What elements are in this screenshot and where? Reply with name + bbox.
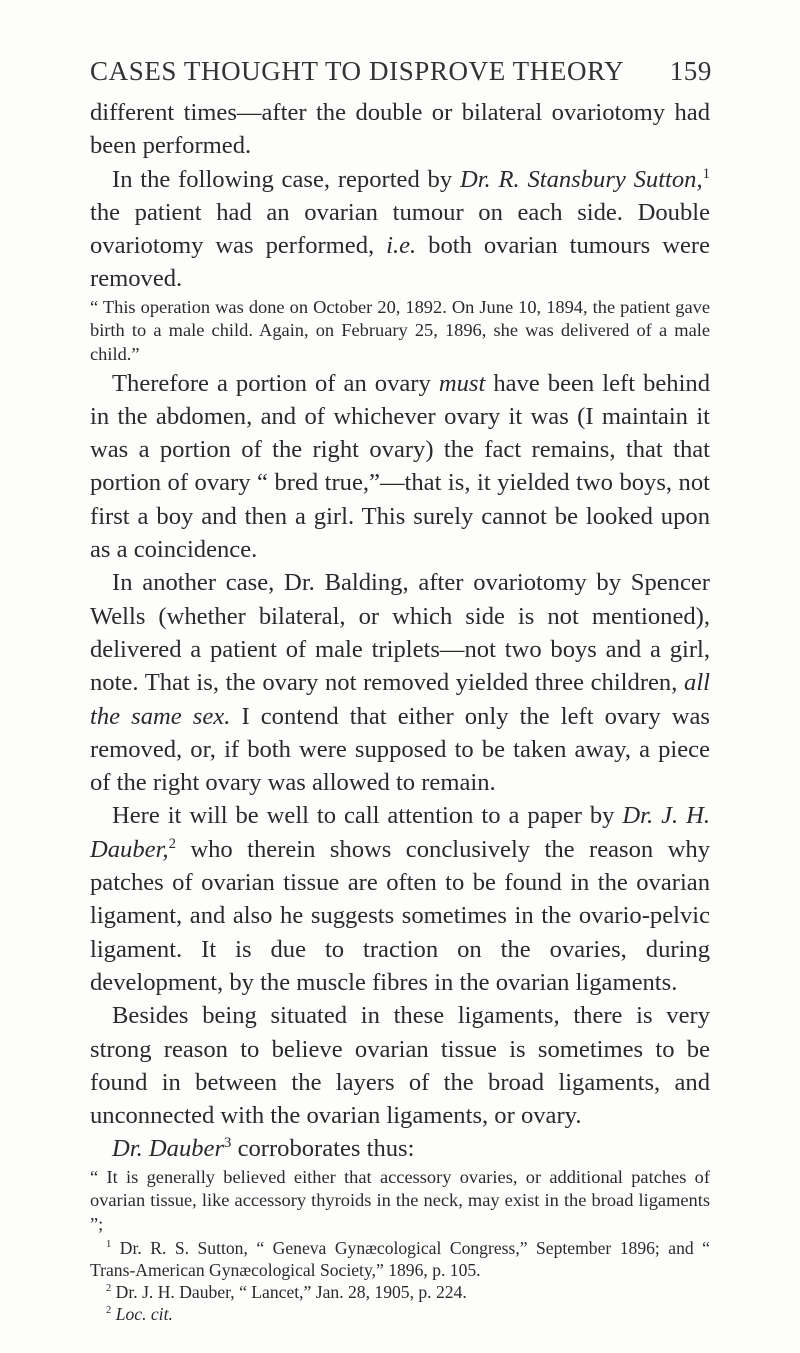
ie-abbrev: i.e. (386, 232, 417, 260)
paragraph-4 (90, 566, 710, 799)
paragraph-7 (90, 1132, 710, 1165)
paragraph-2-text-a: In the following case, reported by (112, 165, 460, 193)
paragraph-2-text-b: the patient had an ovarian tumour on each side. Double ovariotomy was performed, (90, 198, 710, 260)
footnote-2-marker: 2 (106, 1283, 112, 1295)
paragraph-7-text: corroborates thus: (231, 1135, 415, 1163)
paragraph-2-text-c: both ovarian tumours were removed. (90, 232, 710, 293)
running-head (90, 56, 712, 87)
paragraph-2 (90, 163, 710, 296)
running-head-title: CASES THOUGHT TO DISPROVE THEORY (90, 56, 625, 86)
footnote-3 (90, 1304, 710, 1326)
paragraph-5 (90, 799, 710, 999)
footnote-1-marker: 1 (106, 1239, 112, 1251)
paragraph-5-text-b: who therein shows conclusively the reason why patches of ovarian tissue are often to be found in the ovarian ligament, and also he suggests sometimes in the ovario-pelvic ligament. It is due to traction on the ovaries, during development, by the muscle fibres in the ovarian ligaments. (90, 835, 710, 996)
body-text (90, 96, 710, 1326)
paragraph-4-text-a: In another case, Dr. Balding, after ovariotomy by Spencer Wells (whether bilateral, or which side is not mentioned), delivered a patient of male triplets—not two boys and a girl, note. That is, the ovary not removed yielded three children, (90, 569, 710, 697)
footnote-1-text: Dr. R. S. Sutton, “ Geneva Gynæcological Congress,” September 1896; and “ Trans-American Gynæcological Society,” 1896, p. 105. (90, 1238, 710, 1281)
footnotes (90, 1238, 710, 1325)
footnote-ref-1: 1 (702, 165, 710, 182)
footnote-3-text: Loc. cit. (115, 1303, 173, 1324)
block-quote-2: “ It is generally believed either that accessory ovaries, or additional patches of ovarian tissue, like accessory thyroids in the neck, may exist in the broad ligaments ”; (90, 1166, 710, 1234)
emphasis-must: must (438, 369, 486, 397)
footnote-2-text: Dr. J. H. Dauber, “ Lancet,” Jan. 28, 1905, p. 224. (111, 1282, 467, 1303)
author-sutton: Dr. R. Stansbury Sutton, (459, 165, 703, 193)
footnote-ref-2: 2 (168, 835, 176, 852)
paragraph-6: Besides being situated in these ligaments, there is very strong reason to believe ovarian tissue is sometimes to be found in between the layers of the broad ligaments, and unconnected with the ovarian ligaments, or ovary. (90, 1002, 710, 1130)
emphasis-same-sex: all the same sex. (90, 669, 710, 730)
footnote-2 (90, 1282, 710, 1304)
author-dauber: Dr. J. H. Dauber, (90, 802, 710, 863)
footnote-1 (90, 1238, 710, 1282)
paragraph-3 (90, 367, 710, 567)
paragraph-5-text-a: Here it will be well to call attention to a paper by (112, 802, 623, 830)
paragraph-3-text-b: have been left behind in the abdomen, and of whichever ovary it was (I maintain it was a portion of the right ovary) the fact remains, that that portion of ovary “ bred true,”—that is, it yielded two boys, not first a boy and then a girl. This surely cannot be looked upon as a coincidence. (90, 369, 711, 564)
paragraph-4-text-b: I contend that either only the left ovary was removed, or, if both were supposed to be taken away, a piece of the right ovary was allowed to remain. (90, 702, 710, 797)
author-dauber-2: Dr. Dauber (112, 1135, 225, 1163)
paragraph-3-text-a: Therefore a portion of an ovary (112, 369, 439, 397)
paragraph-1: different times—after the double or bilateral ovariotomy had been performed. (90, 99, 710, 160)
footnote-ref-3: 3 (224, 1135, 232, 1152)
footnote-3-marker: 2 (106, 1305, 112, 1316)
block-quote-1: “ This operation was done on October 20, 1892. On June 10, 1894, the patient gave birth to a male child. Again, on February 25, 1896, she was delivered of a male child.” (90, 296, 710, 364)
page-number: 159 (669, 56, 712, 86)
